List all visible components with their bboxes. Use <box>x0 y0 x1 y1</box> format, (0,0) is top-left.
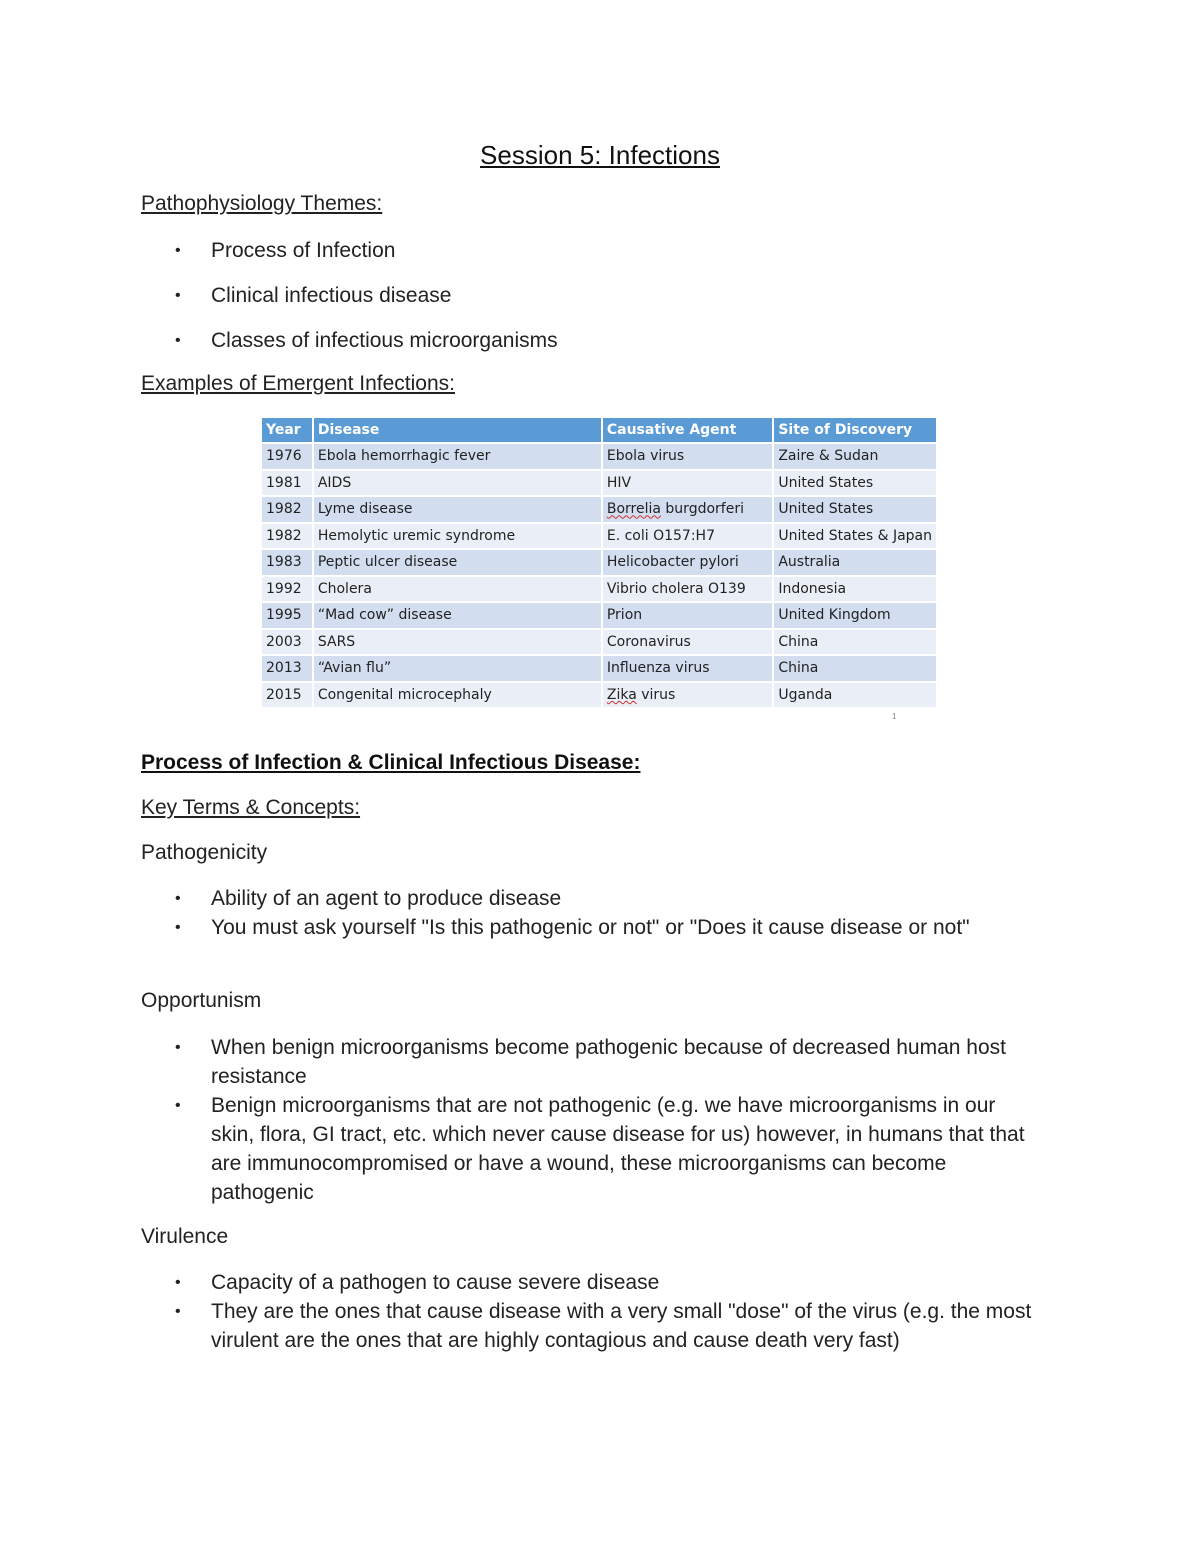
list-item: • When benign microorganisms become pathogenic because of decreased human host resistance <box>175 1033 1035 1091</box>
key-terms-heading: Key Terms & Concepts: <box>141 796 361 819</box>
table-row <box>262 576 937 603</box>
table-row <box>262 602 937 629</box>
table-cell: Indonesia <box>773 576 937 603</box>
table-cell: United States <box>773 496 937 523</box>
bullet-icon: • <box>175 332 181 349</box>
term-opportunism: Opportunism <box>141 989 262 1012</box>
list-item: • Capacity of a pathogen to cause severe disease <box>175 1268 1035 1297</box>
list-item: • Benign microorganisms that are not pathogenic (e.g. we have microorganisms in our skin, flora, GI tract, etc. which never cause disease for us) however, in humans that that are immunocompromised or have a wound, these microorganisms can become pathogenic <box>175 1091 1035 1207</box>
list-item: • They are the ones that cause disease with a very small "dose" of the virus (e.g. the most virulent are the ones that are highly contagious and cause death very fast) <box>175 1297 1035 1355</box>
table-row <box>262 655 937 682</box>
table-cell: Uganda <box>773 682 937 708</box>
table-cell: Ebola hemorrhagic fever <box>313 443 602 470</box>
column-header: Year <box>262 418 313 443</box>
bullet-icon: • <box>175 1097 181 1114</box>
table-cell: “Avian flu” <box>313 655 602 682</box>
table-cell: 2015 <box>262 682 313 708</box>
table-cell: 2003 <box>262 629 313 656</box>
list-item: • Process of Infection <box>175 236 1035 265</box>
bullet-icon: • <box>175 1039 181 1056</box>
term-virulence: Virulence <box>141 1225 229 1248</box>
table-cell: 1995 <box>262 602 313 629</box>
term-pathogenicity: Pathogenicity <box>141 841 268 864</box>
list-item: • Classes of infectious microorganisms <box>175 326 1035 355</box>
pathogenicity-list <box>175 884 1035 942</box>
table-row <box>262 443 937 470</box>
themes-list <box>175 236 1035 371</box>
column-header: Disease <box>313 418 602 443</box>
table-cell: Cholera <box>313 576 602 603</box>
table-cell: HIV <box>602 470 773 497</box>
table-cell: 2013 <box>262 655 313 682</box>
table-cell: Lyme disease <box>313 496 602 523</box>
table-cell: 1981 <box>262 470 313 497</box>
table-cell: China <box>773 655 937 682</box>
table-cell: Ebola virus <box>602 443 773 470</box>
table-cell: 1982 <box>262 496 313 523</box>
examples-heading: Examples of Emergent Infections: <box>141 372 455 395</box>
table-cell: Peptic ulcer disease <box>313 549 602 576</box>
table-cell: 1982 <box>262 523 313 550</box>
table-cell: AIDS <box>313 470 602 497</box>
list-item: • Clinical infectious disease <box>175 281 1035 310</box>
virulence-list <box>175 1268 1035 1355</box>
table-cell: United States <box>773 470 937 497</box>
table-row <box>262 523 937 550</box>
bullet-icon: • <box>175 919 181 936</box>
themes-heading: Pathophysiology Themes: <box>141 192 383 215</box>
table-cell: Prion <box>602 602 773 629</box>
column-header: Causative Agent <box>602 418 773 443</box>
column-header: Site of Discovery <box>773 418 937 443</box>
table-header-row <box>262 418 937 443</box>
table-cell: 1983 <box>262 549 313 576</box>
table-row <box>262 629 937 656</box>
table-cell: SARS <box>313 629 602 656</box>
bullet-icon: • <box>175 1303 181 1320</box>
bullet-icon: • <box>175 242 181 259</box>
table-cell: Vibrio cholera O139 <box>602 576 773 603</box>
bullet-icon: • <box>175 287 181 304</box>
opportunism-list <box>175 1033 1035 1207</box>
table-row <box>262 682 937 708</box>
list-item: • You must ask yourself "Is this pathogenic or not" or "Does it cause disease or not" <box>175 913 1035 942</box>
bullet-icon: • <box>175 890 181 907</box>
table-cell: China <box>773 629 937 656</box>
table-cell: Influenza virus <box>602 655 773 682</box>
table-footnote: 1 <box>892 712 897 721</box>
table-cell: Helicobacter pylori <box>602 549 773 576</box>
page-title: Session 5: Infections <box>480 140 720 170</box>
table-cell: Zaire & Sudan <box>773 443 937 470</box>
table-cell: Coronavirus <box>602 629 773 656</box>
table-row <box>262 549 937 576</box>
list-item: • Ability of an agent to produce disease <box>175 884 1035 913</box>
bullet-icon: • <box>175 1274 181 1291</box>
process-heading: Process of Infection & Clinical Infectious Disease: <box>141 751 641 774</box>
table-cell: United States & Japan <box>773 523 937 550</box>
emergent-infections-table <box>262 418 938 707</box>
table-body <box>262 443 937 707</box>
table-row <box>262 470 937 497</box>
table-row <box>262 496 937 523</box>
table-cell: 1976 <box>262 443 313 470</box>
table-cell: Congenital microcephaly <box>313 682 602 708</box>
table-cell: E. coli O157:H7 <box>602 523 773 550</box>
table-cell: Australia <box>773 549 937 576</box>
table-cell: 1992 <box>262 576 313 603</box>
table-cell: Hemolytic uremic syndrome <box>313 523 602 550</box>
table-cell: Zika virus <box>602 682 773 708</box>
table-cell: “Mad cow” disease <box>313 602 602 629</box>
table-cell: Borrelia burgdorferi <box>602 496 773 523</box>
table-cell: United Kingdom <box>773 602 937 629</box>
